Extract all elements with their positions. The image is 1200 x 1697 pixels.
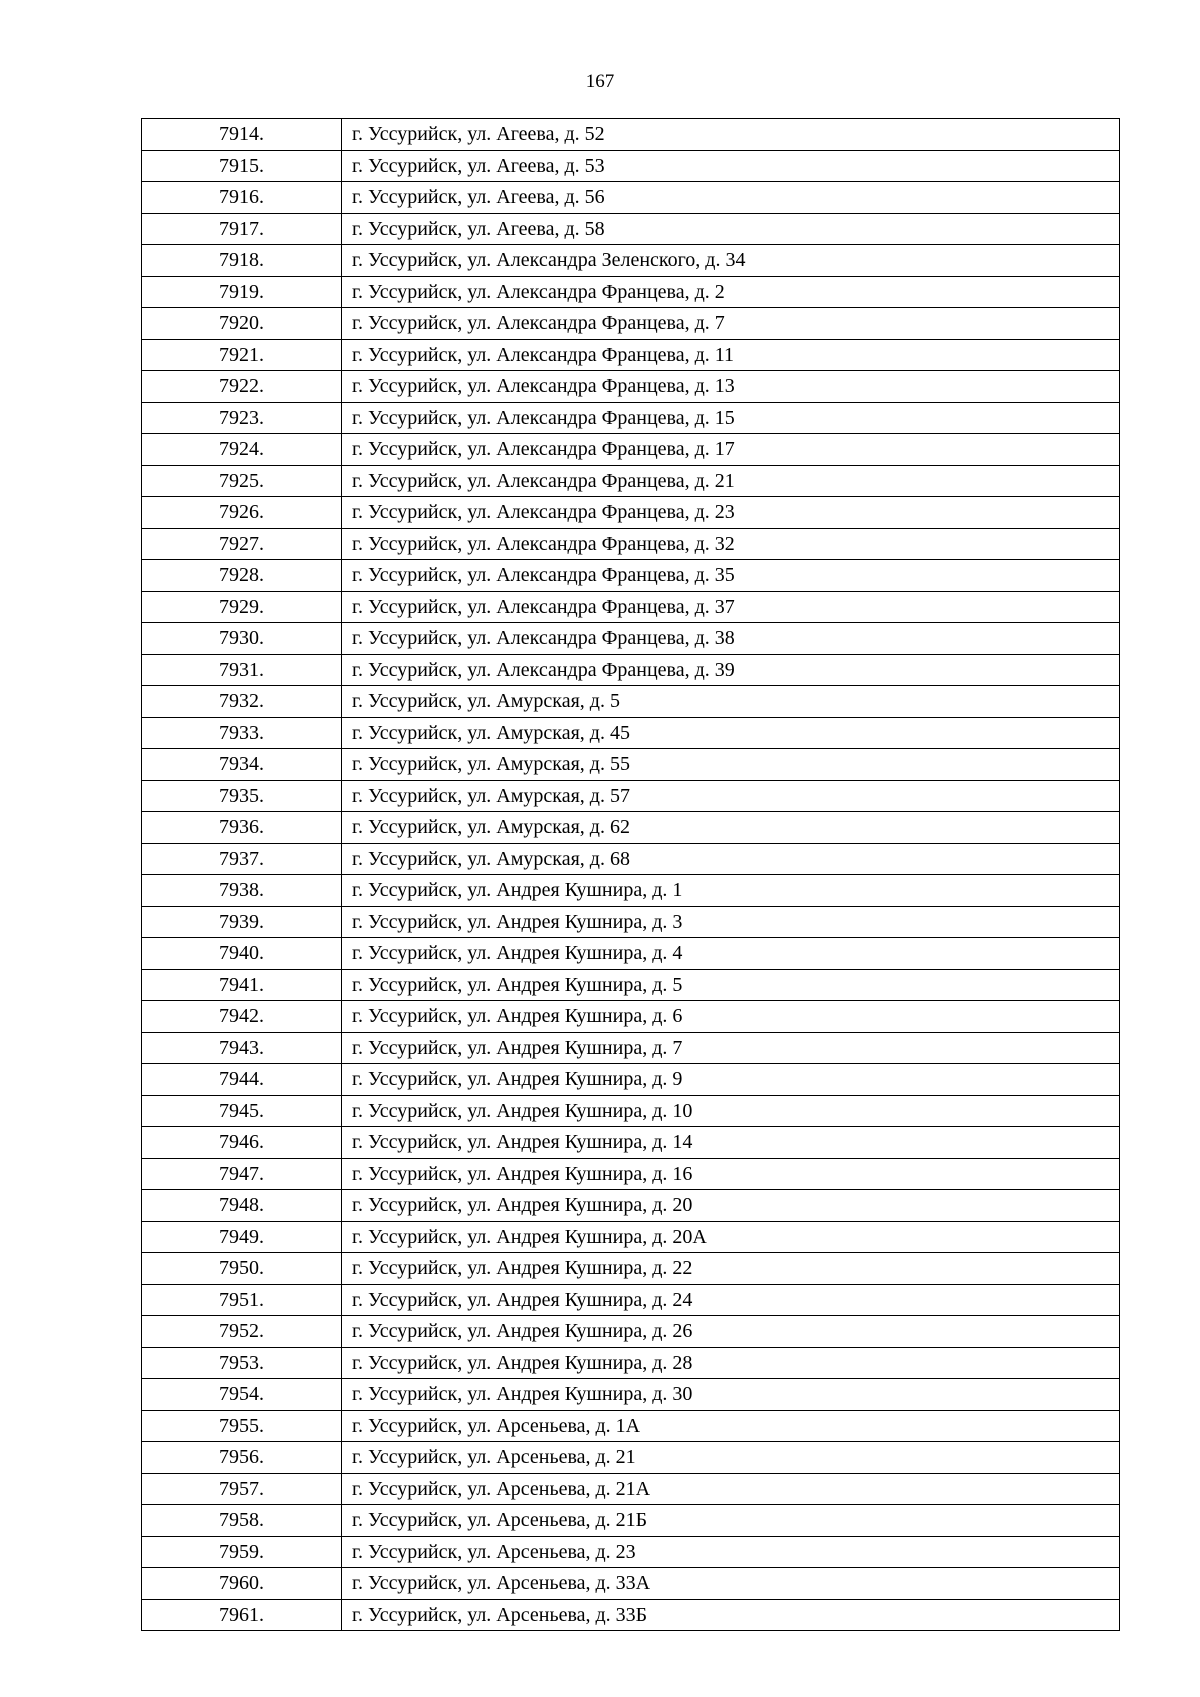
address-cell: г. Уссурийск, ул. Арсеньева, д. 21Б xyxy=(342,1505,1120,1537)
table-row xyxy=(142,1127,1120,1159)
table-row xyxy=(142,906,1120,938)
table-row xyxy=(142,591,1120,623)
table-row xyxy=(142,1505,1120,1537)
row-number-cell: 7934. xyxy=(142,749,342,781)
address-cell: г. Уссурийск, ул. Андрея Кушнира, д. 1 xyxy=(342,875,1120,907)
address-cell: г. Уссурийск, ул. Агеева, д. 53 xyxy=(342,150,1120,182)
row-number-cell: 7930. xyxy=(142,623,342,655)
address-table-body xyxy=(142,119,1120,1631)
row-number-cell: 7941. xyxy=(142,969,342,1001)
address-cell: г. Уссурийск, ул. Андрея Кушнира, д. 20 xyxy=(342,1190,1120,1222)
address-cell: г. Уссурийск, ул. Александра Францева, д. 13 xyxy=(342,371,1120,403)
address-cell: г. Уссурийск, ул. Амурская, д. 57 xyxy=(342,780,1120,812)
address-cell: г. Уссурийск, ул. Арсеньева, д. 1А xyxy=(342,1410,1120,1442)
row-number-cell: 7956. xyxy=(142,1442,342,1474)
table-row xyxy=(142,119,1120,151)
row-number-cell: 7960. xyxy=(142,1568,342,1600)
address-cell: г. Уссурийск, ул. Арсеньева, д. 21А xyxy=(342,1473,1120,1505)
table-row xyxy=(142,1379,1120,1411)
address-cell: г. Уссурийск, ул. Александра Францева, д. 32 xyxy=(342,528,1120,560)
row-number-cell: 7942. xyxy=(142,1001,342,1033)
table-row xyxy=(142,560,1120,592)
row-number-cell: 7944. xyxy=(142,1064,342,1096)
table-row xyxy=(142,686,1120,718)
row-number-cell: 7929. xyxy=(142,591,342,623)
address-cell: г. Уссурийск, ул. Андрея Кушнира, д. 10 xyxy=(342,1095,1120,1127)
table-row xyxy=(142,1158,1120,1190)
row-number-cell: 7946. xyxy=(142,1127,342,1159)
row-number-cell: 7959. xyxy=(142,1536,342,1568)
row-number-cell: 7922. xyxy=(142,371,342,403)
address-cell: г. Уссурийск, ул. Александра Францева, д. 23 xyxy=(342,497,1120,529)
address-cell: г. Уссурийск, ул. Агеева, д. 56 xyxy=(342,182,1120,214)
table-row xyxy=(142,843,1120,875)
address-cell: г. Уссурийск, ул. Арсеньева, д. 21 xyxy=(342,1442,1120,1474)
address-cell: г. Уссурийск, ул. Андрея Кушнира, д. 7 xyxy=(342,1032,1120,1064)
row-number-cell: 7926. xyxy=(142,497,342,529)
row-number-cell: 7920. xyxy=(142,308,342,340)
address-cell: г. Уссурийск, ул. Александра Францева, д. 39 xyxy=(342,654,1120,686)
row-number-cell: 7914. xyxy=(142,119,342,151)
row-number-cell: 7957. xyxy=(142,1473,342,1505)
table-row xyxy=(142,780,1120,812)
table-row xyxy=(142,1064,1120,1096)
row-number-cell: 7931. xyxy=(142,654,342,686)
address-cell: г. Уссурийск, ул. Арсеньева, д. 33А xyxy=(342,1568,1120,1600)
row-number-cell: 7932. xyxy=(142,686,342,718)
address-cell: г. Уссурийск, ул. Александра Францева, д. 17 xyxy=(342,434,1120,466)
table-row xyxy=(142,812,1120,844)
address-cell: г. Уссурийск, ул. Александра Францева, д. 38 xyxy=(342,623,1120,655)
table-row xyxy=(142,1221,1120,1253)
address-cell: г. Уссурийск, ул. Андрея Кушнира, д. 22 xyxy=(342,1253,1120,1285)
address-cell: г. Уссурийск, ул. Андрея Кушнира, д. 9 xyxy=(342,1064,1120,1096)
row-number-cell: 7949. xyxy=(142,1221,342,1253)
table-row xyxy=(142,1032,1120,1064)
table-row xyxy=(142,654,1120,686)
table-row xyxy=(142,969,1120,1001)
row-number-cell: 7953. xyxy=(142,1347,342,1379)
row-number-cell: 7924. xyxy=(142,434,342,466)
address-cell: г. Уссурийск, ул. Александра Францева, д. 15 xyxy=(342,402,1120,434)
row-number-cell: 7947. xyxy=(142,1158,342,1190)
row-number-cell: 7921. xyxy=(142,339,342,371)
row-number-cell: 7952. xyxy=(142,1316,342,1348)
table-row xyxy=(142,213,1120,245)
table-row xyxy=(142,182,1120,214)
address-cell: г. Уссурийск, ул. Александра Францева, д. 7 xyxy=(342,308,1120,340)
row-number-cell: 7937. xyxy=(142,843,342,875)
table-row xyxy=(142,623,1120,655)
row-number-cell: 7923. xyxy=(142,402,342,434)
row-number-cell: 7958. xyxy=(142,1505,342,1537)
table-row xyxy=(142,1316,1120,1348)
page-number: 167 xyxy=(585,71,615,92)
address-cell: г. Уссурийск, ул. Амурская, д. 62 xyxy=(342,812,1120,844)
row-number-cell: 7933. xyxy=(142,717,342,749)
row-number-cell: 7955. xyxy=(142,1410,342,1442)
row-number-cell: 7961. xyxy=(142,1599,342,1631)
table-row xyxy=(142,371,1120,403)
address-cell: г. Уссурийск, ул. Александра Францева, д. 11 xyxy=(342,339,1120,371)
row-number-cell: 7950. xyxy=(142,1253,342,1285)
address-cell: г. Уссурийск, ул. Андрея Кушнира, д. 5 xyxy=(342,969,1120,1001)
address-cell: г. Уссурийск, ул. Андрея Кушнира, д. 26 xyxy=(342,1316,1120,1348)
address-cell: г. Уссурийск, ул. Александра Францева, д. 2 xyxy=(342,276,1120,308)
row-number-cell: 7940. xyxy=(142,938,342,970)
row-number-cell: 7943. xyxy=(142,1032,342,1064)
address-cell: г. Уссурийск, ул. Андрея Кушнира, д. 6 xyxy=(342,1001,1120,1033)
row-number-cell: 7915. xyxy=(142,150,342,182)
address-cell: г. Уссурийск, ул. Амурская, д. 55 xyxy=(342,749,1120,781)
table-row xyxy=(142,1599,1120,1631)
row-number-cell: 7954. xyxy=(142,1379,342,1411)
table-row xyxy=(142,1442,1120,1474)
table-row xyxy=(142,245,1120,277)
address-cell: г. Уссурийск, ул. Андрея Кушнира, д. 24 xyxy=(342,1284,1120,1316)
address-cell: г. Уссурийск, ул. Андрея Кушнира, д. 28 xyxy=(342,1347,1120,1379)
table-row xyxy=(142,150,1120,182)
address-cell: г. Уссурийск, ул. Андрея Кушнира, д. 3 xyxy=(342,906,1120,938)
address-cell: г. Уссурийск, ул. Амурская, д. 68 xyxy=(342,843,1120,875)
table-row xyxy=(142,717,1120,749)
table-row xyxy=(142,465,1120,497)
table-row xyxy=(142,402,1120,434)
table-row xyxy=(142,1253,1120,1285)
row-number-cell: 7919. xyxy=(142,276,342,308)
address-cell: г. Уссурийск, ул. Александра Францева, д. 21 xyxy=(342,465,1120,497)
address-table xyxy=(141,118,1120,1631)
row-number-cell: 7925. xyxy=(142,465,342,497)
table-row xyxy=(142,1410,1120,1442)
address-cell: г. Уссурийск, ул. Агеева, д. 58 xyxy=(342,213,1120,245)
row-number-cell: 7945. xyxy=(142,1095,342,1127)
table-row xyxy=(142,1095,1120,1127)
table-row xyxy=(142,938,1120,970)
row-number-cell: 7917. xyxy=(142,213,342,245)
table-row xyxy=(142,1568,1120,1600)
address-cell: г. Уссурийск, ул. Андрея Кушнира, д. 16 xyxy=(342,1158,1120,1190)
table-row xyxy=(142,276,1120,308)
address-cell: г. Уссурийск, ул. Андрея Кушнира, д. 20А xyxy=(342,1221,1120,1253)
table-row xyxy=(142,875,1120,907)
table-row xyxy=(142,1284,1120,1316)
table-row xyxy=(142,1347,1120,1379)
row-number-cell: 7939. xyxy=(142,906,342,938)
table-row xyxy=(142,308,1120,340)
row-number-cell: 7936. xyxy=(142,812,342,844)
address-cell: г. Уссурийск, ул. Андрея Кушнира, д. 4 xyxy=(342,938,1120,970)
row-number-cell: 7938. xyxy=(142,875,342,907)
address-cell: г. Уссурийск, ул. Амурская, д. 5 xyxy=(342,686,1120,718)
table-row xyxy=(142,1473,1120,1505)
row-number-cell: 7916. xyxy=(142,182,342,214)
address-cell: г. Уссурийск, ул. Агеева, д. 52 xyxy=(342,119,1120,151)
address-cell: г. Уссурийск, ул. Александра Францева, д. 37 xyxy=(342,591,1120,623)
row-number-cell: 7928. xyxy=(142,560,342,592)
table-row xyxy=(142,1001,1120,1033)
row-number-cell: 7918. xyxy=(142,245,342,277)
address-cell: г. Уссурийск, ул. Александра Францева, д. 35 xyxy=(342,560,1120,592)
table-row xyxy=(142,1190,1120,1222)
address-cell: г. Уссурийск, ул. Амурская, д. 45 xyxy=(342,717,1120,749)
row-number-cell: 7935. xyxy=(142,780,342,812)
table-row xyxy=(142,528,1120,560)
row-number-cell: 7951. xyxy=(142,1284,342,1316)
address-cell: г. Уссурийск, ул. Андрея Кушнира, д. 14 xyxy=(342,1127,1120,1159)
table-row xyxy=(142,749,1120,781)
address-cell: г. Уссурийск, ул. Александра Зеленского, д. 34 xyxy=(342,245,1120,277)
table-row xyxy=(142,434,1120,466)
table-row xyxy=(142,497,1120,529)
address-cell: г. Уссурийск, ул. Арсеньева, д. 23 xyxy=(342,1536,1120,1568)
address-cell: г. Уссурийск, ул. Арсеньева, д. 33Б xyxy=(342,1599,1120,1631)
table-row xyxy=(142,339,1120,371)
address-cell: г. Уссурийск, ул. Андрея Кушнира, д. 30 xyxy=(342,1379,1120,1411)
table-row xyxy=(142,1536,1120,1568)
row-number-cell: 7948. xyxy=(142,1190,342,1222)
row-number-cell: 7927. xyxy=(142,528,342,560)
